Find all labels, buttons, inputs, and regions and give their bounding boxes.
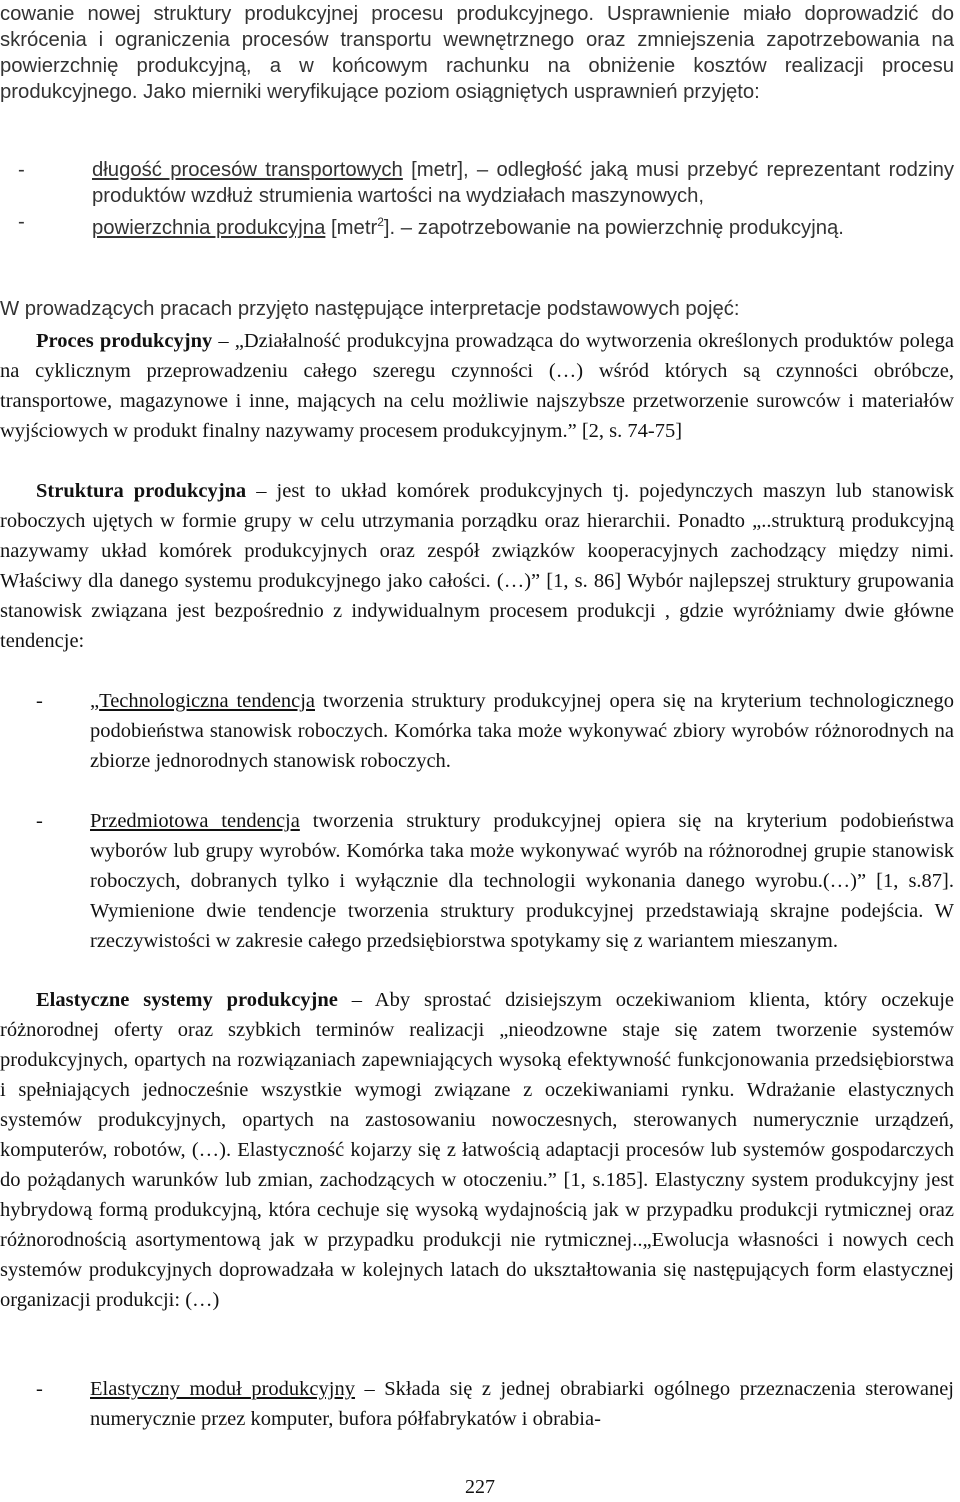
- definition-production-process: [0, 326, 954, 446]
- metric-unit-superscript: 2: [377, 215, 384, 229]
- definition-text: – jest to układ komórek produkcyjnych tj. pojedynczych maszyn lub stanowisk roboczych ujętych w formie grupy w celu utrzymania porządku oraz hierarchii. Ponadto „..strukturą produkcyjną nazywamy układ komórek produkcyjnych oraz zespół związków kooperacyjnych zachodzący między nimi. Właściwy dla danego systemu produkcyjnego jako całości. (…)” [1, s. 86] Wybór najlepszej struktury grupowania stanowisk związana jest bezpośrednio z indywidualnym procesem produkcji , gdzie wyróżniamy dwie główne tendencje:: [0, 480, 954, 652]
- tendency-item-object: [0, 806, 954, 956]
- tendency-item-body: [90, 686, 954, 776]
- interpretations-intro: W prowadzących pracach przyjęto następujące interpretacje podstawowych pojęć:: [0, 298, 740, 320]
- list-dash: -: [18, 211, 25, 233]
- definition-production-structure: [0, 476, 954, 656]
- list-dash: -: [36, 1378, 43, 1400]
- opening-paragraph: cowanie nowej struktury produkcyjnej procesu produkcyjnego. Usprawnienie miało doprowadzić do skrócenia i ograniczenia procesów transportu wewnętrznego oraz zmniejszenia zapotrzebowania na powierzchnię produkcyjną, a w końcowym rachunku na obniżenie kosztów realizacji procesu produkcyjnego. Jako mierniki weryfikujące poziom osiągniętych usprawnień przyjęto:: [0, 3, 954, 103]
- metric-item-body: [92, 209, 954, 241]
- form-description: – Składa się z jednej obrabiarki ogólnego przeznaczenia sterowanej numerycznie przez komputer, bufora półfabrykatów i obrabia-: [90, 1378, 955, 1430]
- form-item-flexible-module: [0, 1374, 954, 1434]
- metric-description: [metr], – odległość jaką musi przebyć reprezentant rodziny produktów wzdłuż strumienia wartości na wydziałach maszynowych,: [92, 159, 955, 207]
- tendency-item-body: [90, 806, 954, 956]
- definition-flexible-systems: [0, 985, 954, 1315]
- metric-item-production-area: [0, 209, 954, 241]
- opening-quote: „: [90, 690, 100, 712]
- tendency-description: tworzenia struktury produkcyjnej opiera się na kryterium podobieństwa wyborów lub grupy wyrobów. Komórka taka może wykonywać wyrób na różnorodnej grupie stanowisk roboczych, dobranych tylko i wyłącznie dla technologii wykonania danego wyrobu.(…)” [1, s.87]. Wymienione dwie tendencje tworzenia struktury produkcyjnej przedstawiają skrajne podejścia. W rzeczywistości w zakresie całego przedsiębiorstwa spotykamy się z wariantem mieszanym.: [90, 810, 954, 952]
- definition-term: Proces produkcyjny: [36, 330, 213, 352]
- metric-description: ]. – zapotrzebowanie na powierzchnię produkcyjną.: [383, 216, 844, 239]
- list-dash: -: [36, 690, 43, 712]
- form-item-body: [90, 1374, 954, 1434]
- tendency-term: Technologiczna tendencja: [99, 690, 315, 712]
- metric-item-body: [92, 157, 954, 209]
- definition-text: – „Działalność produkcyjna prowadząca do wytworzenia określonych produktów polega na cyklicznym przeprowadzeniu całego szeregu czynności (…) wśród których są czynności obróbcze, transportowe, magazynowe i inne, mających na celu możliwie najszybsze przetworzenie surowców i materiałów wyjściowych w produkt finalny nazywamy procesem produkcyjnym.” [2, s. 74-75]: [0, 330, 954, 442]
- metric-item-transport-length: [0, 157, 954, 209]
- list-dash: -: [18, 159, 25, 181]
- tendency-item-technological: [0, 686, 954, 776]
- definition-term: Struktura produkcyjna: [36, 480, 247, 502]
- tendency-description: tworzenia struktury produkcyjnej opera się na kryterium technologicznego podobieństwa stanowisk roboczych. Komórka taka może wykonywać zbiory wyrobów różnorodnych na zbiorze jednorodnych stanowisk roboczych.: [90, 690, 955, 772]
- list-dash: -: [36, 810, 43, 832]
- page-number: 227: [465, 1476, 495, 1498]
- definition-term: Elastyczne systemy produkcyjne: [36, 989, 338, 1011]
- tendency-term: Przedmiotowa tendencja: [90, 810, 300, 832]
- metric-term: powierzchnia produkcyjna: [92, 216, 326, 239]
- definition-text: – Aby sprostać dzisiejszym oczekiwaniom klienta, który oczekuje różnorodnej oferty oraz szybkich terminów realizacji „nieodzowne staje się zatem tworzenie systemów produkcyjnych, opartych na rozwiązaniach zapewniających wysoką efektywność funkcjonowania przedsiębiorstwa i spełniających jednocześnie wszystkie wymogi związane z oczekiwaniami rynku. Wdrażanie elastycznych systemów produkcyjnych, opartych na zastosowaniu nowoczesnych, sterowanych numerycznie urządzeń, komputerów, robotów, (…). Elastyczność kojarzy się z łatwością adaptacji procesów lub systemów gospodarczych do pożądanych warunków lub zmian, zachodzących w otoczeniu.” [1, s.185]. Elastyczny system produkcyjny jest hybrydową formą produkcyjną, która cechuje się wysoką wydajnością jak w przypadku produkcji rytmicznej oraz różnorodnością asortymentową jak w przypadku produkcji nie rytmicznej..„Ewolucja własności i nowych cech systemów produkcyjnych doprowadzała w kolejnych latach do ukształtowania się następujących form elastycznej organizacji produkcji: (…): [0, 989, 954, 1311]
- metric-unit: [metr: [325, 216, 378, 239]
- metric-term: długość procesów transportowych: [92, 159, 403, 181]
- form-term: Elastyczny moduł produkcyjny: [90, 1378, 355, 1400]
